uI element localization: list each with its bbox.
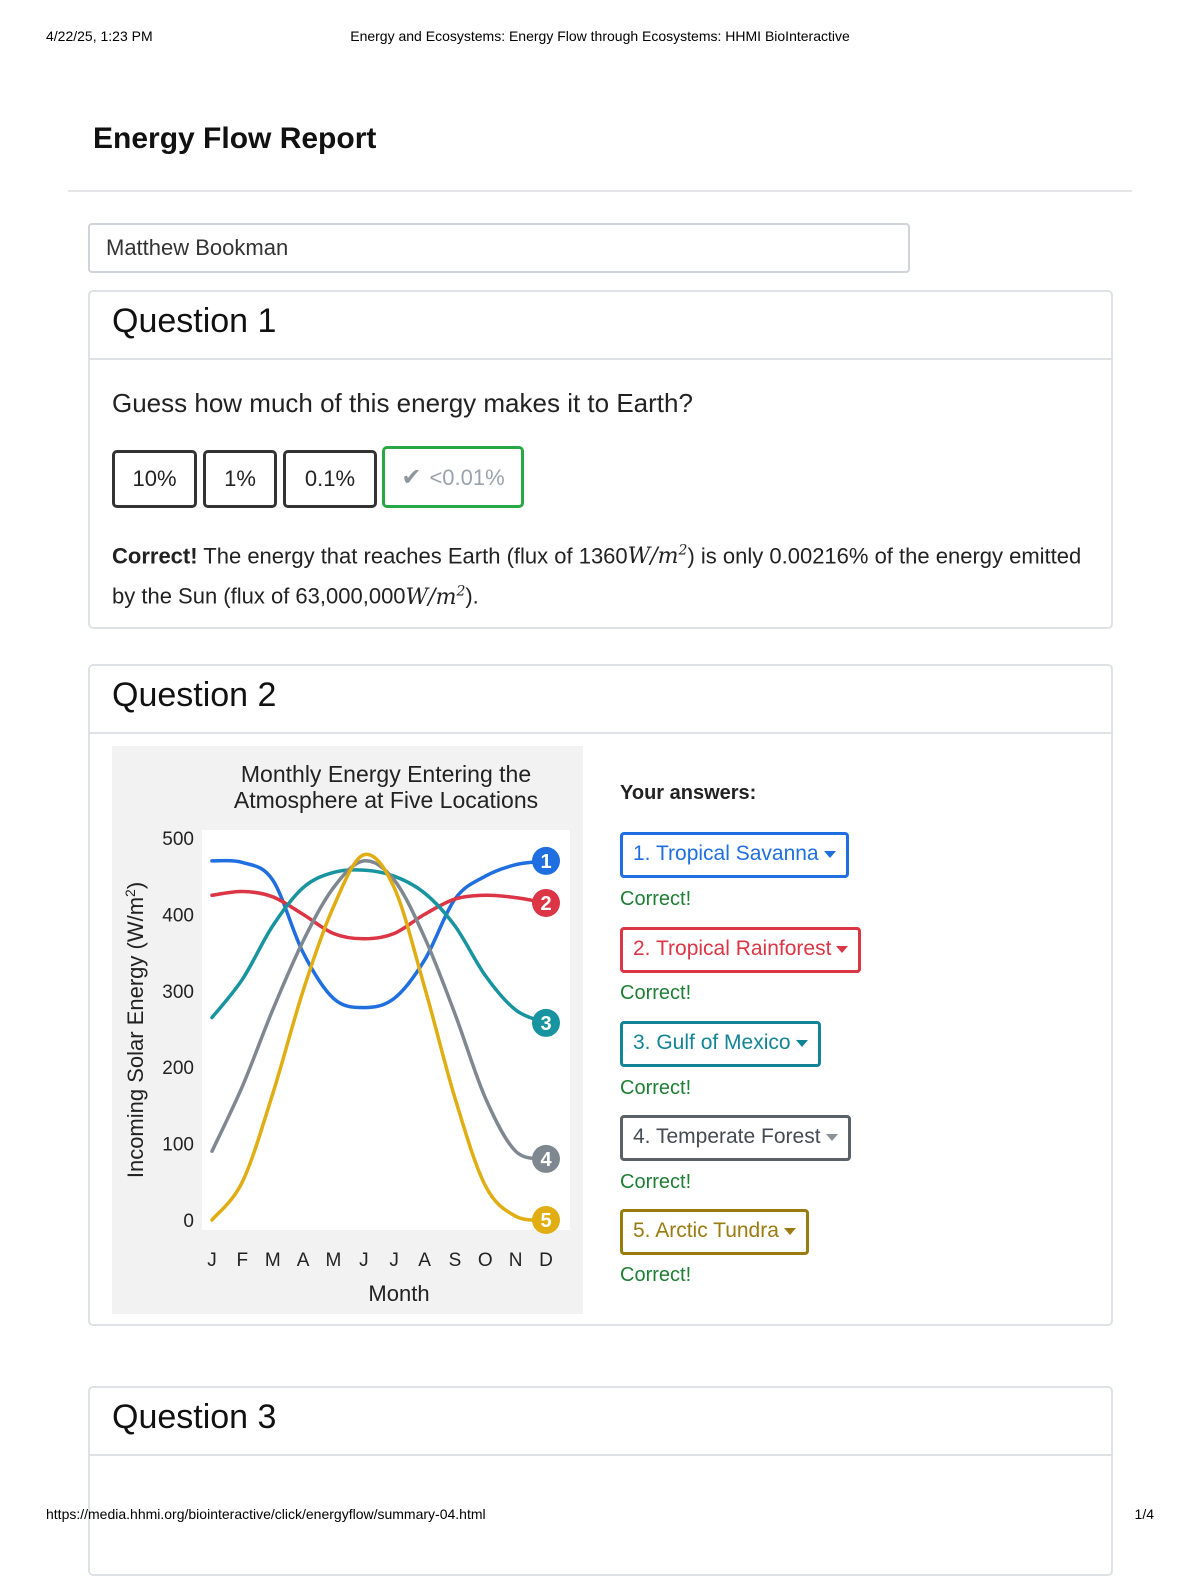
series-marker-label: 1: [540, 850, 552, 873]
option-less-than-0-01-percent-button[interactable]: [382, 446, 524, 508]
y-tick-label: 200: [162, 1058, 194, 1080]
x-tick-labels: [207, 1250, 553, 1271]
answer-3-status: Correct!: [620, 1077, 692, 1099]
chart-svg: [112, 746, 583, 1314]
x-tick-label: O: [477, 1250, 493, 1271]
page-number: 1/4: [1134, 1506, 1154, 1522]
x-tick-label: N: [508, 1250, 523, 1271]
question-2-header: Question 2: [90, 666, 1111, 734]
x-tick-label: A: [296, 1250, 310, 1271]
series-marker-label: 2: [540, 892, 552, 915]
answer-2-dropdown[interactable]: [620, 927, 861, 973]
answer-5-status: Correct!: [620, 1264, 692, 1286]
answer-4-status: Correct!: [620, 1171, 692, 1193]
series-marker-label: 4: [540, 1148, 552, 1171]
chart-title-line-2: Atmosphere at Five Locations: [233, 787, 539, 813]
answer-2-value: 2. Tropical Rainforest: [633, 937, 832, 960]
unit-text: W/m: [627, 544, 679, 570]
y-tick-label: 500: [162, 829, 194, 850]
print-date: 4/22/25, 1:23 PM: [46, 28, 153, 44]
unit-exponent: 2: [456, 583, 466, 600]
x-tick-label: M: [264, 1250, 281, 1271]
series-marker-5: [532, 1206, 560, 1234]
unit-w-per-m2: [406, 585, 466, 610]
title-divider: [68, 190, 1132, 192]
question-1-header: Question 1: [90, 292, 1111, 360]
your-answers-label: Your answers:: [620, 782, 757, 804]
option-0-1-percent-button[interactable]: 0.1%: [283, 450, 377, 508]
x-tick-label: F: [236, 1250, 249, 1271]
series-marker-1: [532, 847, 560, 875]
answer-3-dropdown[interactable]: [620, 1021, 821, 1067]
student-name-field[interactable]: Matthew Bookman: [88, 223, 910, 273]
series-marker-label: 5: [540, 1210, 552, 1232]
question-1-feedback: [112, 534, 1082, 615]
unit-exponent: 2: [678, 543, 688, 559]
answer-4-dropdown[interactable]: [620, 1115, 851, 1161]
print-header: [46, 28, 1154, 48]
y-tick-labels: [162, 829, 194, 1232]
answer-5-dropdown[interactable]: [620, 1209, 809, 1255]
unit-text: W/m: [405, 584, 457, 610]
y-axis-label-text: Incoming Solar Energy (W/m: [123, 896, 148, 1179]
plot-area: [202, 830, 570, 1230]
feedback-text: ) is only 0.00216% of the energy emitted by the Sun (flux of 63,000,000: [112, 543, 1082, 609]
answer-5-value: 5. Arctic Tundra: [633, 1219, 779, 1242]
solar-energy-chart: [112, 746, 583, 1314]
answer-4-value: 4. Temperate Forest: [633, 1125, 821, 1148]
series-marker-3: [532, 1009, 560, 1037]
answer-3-value: 3. Gulf of Mexico: [633, 1031, 791, 1054]
y-tick-label: 300: [162, 981, 194, 1003]
caret-down-icon: [836, 946, 848, 953]
checkmark-icon: ✔: [401, 463, 422, 491]
x-tick-label: M: [325, 1250, 342, 1271]
x-tick-label: S: [448, 1250, 462, 1271]
x-tick-label: A: [418, 1250, 431, 1271]
series-marker-4: [532, 1145, 560, 1173]
series-marker-label: 3: [540, 1012, 552, 1035]
question-1-card: [88, 290, 1113, 629]
question-2-card: [88, 664, 1113, 1326]
y-axis-label: [122, 882, 148, 1178]
unit-w-per-m2: [628, 544, 688, 569]
y-tick-label: 0: [183, 1211, 194, 1232]
answer-2-status: Correct!: [620, 982, 692, 1004]
print-page-title: Energy and Ecosystems: Energy Flow through Ecosystems: HHMI BioInteractive: [350, 28, 850, 44]
question-1-prompt: Guess how much of this energy makes it to Earth?: [112, 388, 693, 418]
report-title: Energy Flow Report: [93, 122, 377, 155]
x-tick-label: J: [359, 1250, 369, 1271]
option-1-percent-button[interactable]: 1%: [203, 450, 277, 508]
x-tick-label: D: [539, 1250, 553, 1271]
y-tick-label: 100: [162, 1134, 194, 1156]
answer-1-value: 1. Tropical Savanna: [633, 842, 819, 865]
x-tick-label: J: [389, 1250, 399, 1271]
question-3-header: Question 3: [90, 1388, 1111, 1456]
chart-title-line-1: Monthly Energy Entering the: [240, 761, 532, 787]
caret-down-icon: [824, 851, 836, 858]
y-axis-label-close: ): [123, 881, 148, 890]
series-marker-2: [532, 889, 560, 917]
option-10-percent-button[interactable]: 10%: [112, 450, 197, 508]
option-label: <0.01%: [429, 464, 505, 490]
feedback-text: The energy that reaches Earth (flux of 1360: [197, 543, 628, 569]
y-axis-label-exponent: 2: [122, 889, 138, 897]
caret-down-icon: [826, 1134, 838, 1141]
caret-down-icon: [796, 1040, 808, 1047]
answer-1-dropdown[interactable]: [620, 832, 849, 878]
x-tick-label: J: [207, 1250, 217, 1271]
feedback-text: ).: [465, 583, 479, 609]
y-tick-label: 400: [162, 905, 194, 927]
print-url: https://media.hhmi.org/biointeractive/click/energyflow/summary-04.html: [46, 1506, 486, 1522]
caret-down-icon: [784, 1228, 796, 1235]
x-axis-label: Month: [368, 1281, 430, 1306]
answer-1-status: Correct!: [620, 888, 692, 910]
print-footer: [46, 1506, 1154, 1522]
correct-label: Correct!: [112, 543, 198, 569]
question-3-card: [88, 1386, 1113, 1576]
